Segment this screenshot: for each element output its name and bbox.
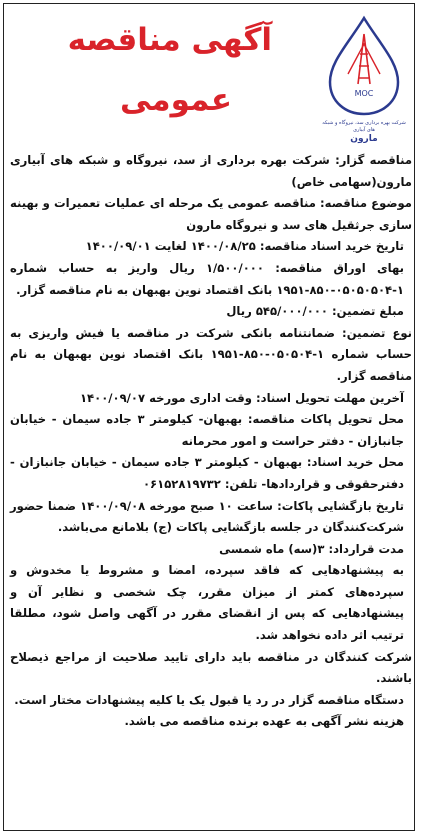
delivery-location-paragraph: محل تحویل پاکات مناقصه: بهبهان- کیلومتر ۳ جاده سیمان - خیابان جانبازان - دفتر حراست و امور محرمانه bbox=[10, 412, 404, 448]
logo-company-name: شرکت بهره برداری سد، نیروگاه و شبکه های آبیاری bbox=[322, 120, 406, 133]
deadline-paragraph: آخرین مهلت تحویل اسناد: وقت اداری مورخه ۱۴۰۰/۰۹/۰۷ bbox=[79, 390, 404, 405]
purchase-location-paragraph: محل خرید اسناد: بهبهان - کیلومتر ۳ جاده سیمان - خیابان جانبازان - دفترحقوقی و قراردادها- تلفن: ۰۶۱۵۲۸۱۹۷۳۲ bbox=[10, 455, 404, 491]
document-price-paragraph: بهای اوراق مناقصه: ۱/۵۰۰/۰۰۰ ریال واریز به حساب شماره ۱-۰۵۰۵۰۵۰۴-۸۵۰-۱۹۵۱ بانک اقتصاد نوین بهبهان به نام مناقصه گزار. bbox=[10, 260, 404, 297]
opening-date-paragraph: تاریخ بازگشایی پاکات: ساعت ۱۰ صبح مورخه ۱۴۰۰/۰۹/۰۸ ضمنا حضور شرکت‌کنندگان در جلسه بازگشایی پاکات (ج) بلامانع می‌باشد. bbox=[10, 498, 404, 535]
publication-cost-paragraph: هزینه نشر آگهی به عهده برنده مناقصه می باشد. bbox=[124, 714, 404, 729]
subject-paragraph: موضوع مناقصه: مناقصه عمومی یک مرحله ای عملیات تعمیرات و بهینه سازی جرثقیل های سد و نیروگاه مارون bbox=[10, 196, 412, 232]
notice-title-line2: عمومی bbox=[120, 82, 232, 118]
company-logo-icon bbox=[318, 14, 410, 118]
tenderer-paragraph: مناقصه گزار: شرکت بهره برداری از سد، نیروگاه و شبکه های آبیاری مارون(سهامی خاص) bbox=[10, 153, 412, 189]
guarantee-amount-paragraph: مبلغ تضمین: ۵۴۵/۰۰۰/۰۰۰ ریال bbox=[226, 304, 404, 319]
purchase-date-paragraph: تاریخ خرید اسناد مناقصه: ۱۴۰۰/۰۸/۲۵ لغایت ۱۴۰۰/۰۹/۰۱ bbox=[85, 239, 404, 254]
contract-duration-paragraph: مدت قرارداد: ۳(سه) ماه شمسی bbox=[219, 541, 404, 556]
notice-header bbox=[0, 0, 422, 150]
logo-brand: مارون bbox=[350, 134, 378, 144]
rejection-conditions-paragraph: به پیشنهادهایی که فاقد سپرده، امضا و مشروط یا مخدوش و سپرده‌های کمتر از میزان مقرر، چک شخصی و نظایر آن و پیشنهادهایی که پس از انقضای مقرر در آگهی واصل شود، مطلقا ترتیب اثر داده نخواهد شد. bbox=[10, 563, 404, 643]
tenderer-rights-paragraph: دستگاه مناقصه گزار در رد یا قبول یک یا کلیه پیشنهادات مختار است. bbox=[14, 692, 404, 707]
logo-caption bbox=[318, 120, 410, 144]
notice-title-line1: آگهی مناقصه bbox=[67, 22, 272, 58]
logo-abbr: MOC bbox=[354, 89, 374, 98]
notice-body bbox=[10, 150, 412, 733]
guarantee-type-paragraph: نوع تضمین: ضمانتنامه بانکی شرکت در مناقصه یا فیش واریزی به حساب شماره ۱-۰۵۰۵۰۴-۸۵۰-۱۹۵۱ بانک اقتصاد نوین بهبهان به نام مناقصه گزار. bbox=[10, 325, 412, 383]
qualification-paragraph: شرکت کنندگان در مناقصه باید دارای تایید صلاحیت از مراجع ذیصلاح باشند. bbox=[10, 649, 412, 686]
